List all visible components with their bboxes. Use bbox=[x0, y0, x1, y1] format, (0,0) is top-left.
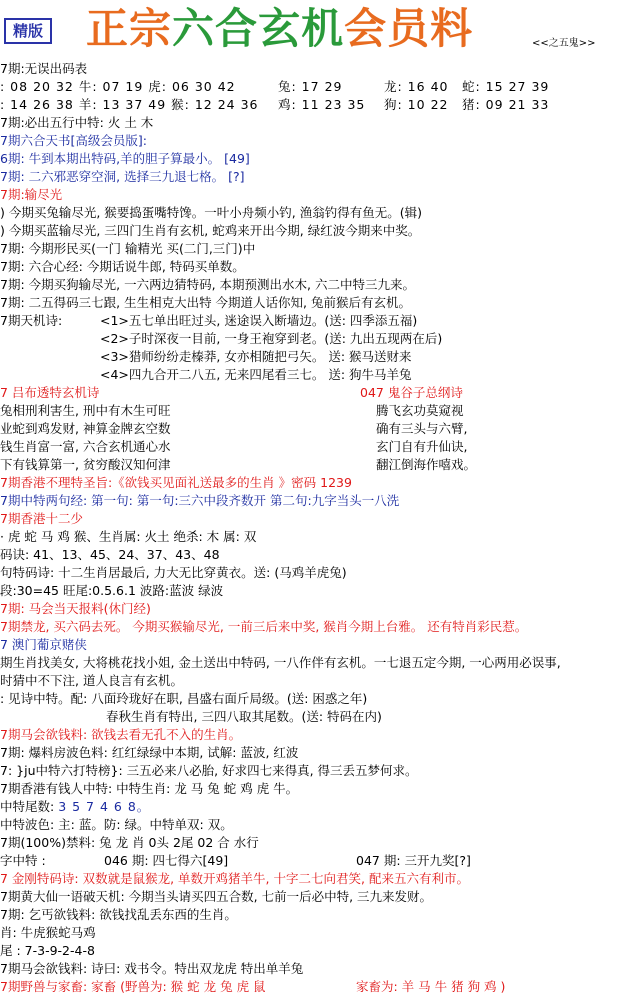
poem-left: 钱生肖富一富, 六合玄机通心水 bbox=[0, 439, 171, 454]
title-char: 六 bbox=[172, 4, 216, 53]
text-line: 7期: 乞丐欲钱料: 欲钱找乱丢东西的生肖。 bbox=[0, 907, 237, 922]
livestock-text: 家畜为: 羊 马 牛 猪 狗 鸡 ) bbox=[356, 979, 506, 994]
text-line: 7期: 六合心经: 今期话说牛郎, 特码买单数。 bbox=[0, 259, 245, 274]
zodiac-row-2 bbox=[0, 96, 621, 114]
two-phrase-line: 7期中特两句经: 第一句: 第一句:三六中段齐数开 第二句:九字当头一八洗 bbox=[0, 493, 400, 508]
text-line: ) 今期买兔输尽光, 猴要捣蛋嘴特馋。一叶小舟频小钓, 渔翁钓得有鱼无。(辑) bbox=[0, 205, 422, 220]
text-line: ) 今期买蓝输尽光, 三四门生肖有玄机, 蛇鸡来开出今期, 绿红波今期来中奖。 bbox=[0, 223, 421, 238]
tianshu-text: 6期: 牛到本期出特码,羊的胆子算最小。 bbox=[0, 151, 221, 166]
text-line: 7期香港有钱人中特: 中特生肖: 龙 马 兔 蛇 鸡 虎 牛。 bbox=[0, 781, 299, 796]
text-line: 7期(100%)禁料: 兔 龙 肖 0头 2尾 02 合 水行 bbox=[0, 835, 259, 850]
lvbu-heading: 7 吕布透特玄机诗 bbox=[0, 385, 100, 400]
tianji-verse: <4>四九合开二八五, 无来四尾看三七。 送: 狗牛马羊兔 bbox=[100, 367, 412, 382]
zodiac-cell: 鸡: 11 23 35 bbox=[278, 97, 366, 112]
text-line: 7期: 今期形民买(一门 输精光 买(二门,三门)中 bbox=[0, 241, 256, 256]
character-label: 字中特 : bbox=[0, 853, 46, 868]
guiguzi-heading: 047 鬼谷子总纲诗 bbox=[360, 385, 463, 400]
zodiac-cell: : 14 26 38 羊: 13 37 49 猴: 12 24 36 bbox=[0, 97, 259, 112]
header bbox=[0, 0, 621, 58]
poem-left: 兔相刑利害生, 刑中有木生可旺 bbox=[0, 403, 171, 418]
text-line: 7期黄大仙一语破天机: 今期当头请买四五合数, 七前一后必中特, 三九来发财。 bbox=[0, 889, 433, 904]
tianji-label: 7期天机诗: bbox=[0, 313, 63, 328]
tianji-verse: <2>子时深夜一目前, 一身王袍穿到老。(送: 九出五现两在后) bbox=[100, 331, 443, 346]
beast-line bbox=[0, 978, 621, 996]
period-046: 046 期: 四七得六[49] bbox=[104, 853, 229, 868]
lose-heading: 7期:输尽光 bbox=[0, 187, 63, 202]
zodiac-cell: : 08 20 32 牛: 07 19 虎: 06 30 42 bbox=[0, 79, 236, 94]
text-line: 句特码诗: 十二生肖居最后, 力大无比穿黄衣。送: (马鸡羊虎兔) bbox=[0, 565, 347, 580]
tianji-poem-line bbox=[0, 312, 621, 330]
text-line: 尾 : 7-3-9-2-4-8 bbox=[0, 943, 95, 958]
title-char: 料 bbox=[430, 4, 474, 53]
tianji-verse: <1>五七单出旺过头, 迷途误入断墙边。(送: 四季添五福) bbox=[100, 313, 418, 328]
zodiac-cell: 狗: 10 22 bbox=[384, 97, 449, 112]
text-line: 码诀: 41、13、45、24、37、43、48 bbox=[0, 547, 220, 562]
poem-row bbox=[0, 438, 621, 456]
text-line: 7期马会欲钱料: 诗曰: 戏书令。特出双龙虎 特出单羊兔 bbox=[0, 961, 304, 976]
poem-right: 腾飞玄功莫窥视 bbox=[376, 403, 464, 418]
character-line bbox=[0, 852, 621, 870]
red-line: 7期禁龙, 买六码去死。 今期买猴输尽光, 一前三后来中奖, 猴肖今期上台雅。 还有特肖彩民惹。 bbox=[0, 619, 528, 634]
poem-headings bbox=[0, 384, 621, 402]
text-line: 7期: 二五得码三七跟, 生生相克大出特 今期道人话你知, 兔前猴后有玄机。 bbox=[0, 295, 412, 310]
text-line: 7期: 今期买狗输尽光, 一六两边猜特码, 本期预测出水木, 六二中特三九来。 bbox=[0, 277, 415, 292]
page-title bbox=[86, 4, 473, 54]
money-line: 7期马会欲钱料: 欲钱去看无孔不入的生肖。 bbox=[0, 727, 242, 742]
tianshu-result: [49] bbox=[224, 151, 250, 166]
text-line: 7期: 爆料房波色料: 红红绿绿中本期, 试解: 蓝波, 红波 bbox=[0, 745, 299, 760]
text-line: 春秋生肖有特出, 三四八取其尾数。(送: 特码在内) bbox=[106, 709, 382, 724]
text-line: 中特波色: 主: 蓝。防: 绿。中特单双: 双。 bbox=[0, 817, 233, 832]
zodiac-cell: 兔: 17 29 bbox=[278, 79, 343, 94]
tianshu-line-1 bbox=[0, 150, 250, 168]
zodiac-cell: 蛇: 15 27 39 bbox=[462, 79, 550, 94]
title-char: 会 bbox=[344, 4, 388, 53]
title-char: 宗 bbox=[129, 4, 173, 53]
title-char: 机 bbox=[301, 4, 345, 53]
zodiac-row-1 bbox=[0, 78, 621, 96]
zodiac-heading: 7期:无误出码表 bbox=[0, 61, 88, 76]
hk-decree-line: 7期香港不理特圣旨:《欲钱买见面礼送最多的生肖 》密码 1239 bbox=[0, 475, 352, 490]
zodiac-cell: 龙: 16 40 bbox=[384, 79, 449, 94]
vajra-line: 7 金刚特码诗: 双数就是鼠猴龙, 单数开鸡猪羊牛, 十字二七向君笑, 配来五六有利市。 bbox=[0, 871, 469, 886]
beast-text: 7期野兽与家畜: 家畜 (野兽为: 猴 蛇 龙 兔 虎 鼠 bbox=[0, 979, 266, 994]
tail-line bbox=[0, 798, 150, 816]
macau-heading: 7期: 马会当天报料(休门经) bbox=[0, 601, 151, 616]
tianshu-text: 7期: 二六邪恶穿空洞, 选择三九退七格。 bbox=[0, 169, 225, 184]
poem-left: 下有钱算第一, 贫穷酸汉知何津 bbox=[0, 457, 171, 472]
tail-label: 中特尾数: bbox=[0, 799, 55, 814]
poem-row bbox=[0, 402, 621, 420]
poem-row bbox=[0, 456, 621, 474]
poem-right: 翻江倒海作嘻戏。 bbox=[376, 457, 477, 472]
hk-twelve-heading: 7期香港十二少 bbox=[0, 511, 83, 526]
five-elements-line: 7期:必出五行中特: 火 土 木 bbox=[0, 115, 154, 130]
text-line: 时猜中不下注, 道人良言有玄机。 bbox=[0, 673, 183, 688]
poem-right: 玄门自有升仙诀, bbox=[376, 439, 468, 454]
jingban-badge: 精版 bbox=[4, 18, 52, 44]
tianji-verse: <3>猎师纷纷走榛莽, 女亦相随把弓矢。 送: 猴马送财来 bbox=[100, 349, 412, 364]
tianshu-heading: 7期六合天书[高级会员版]: bbox=[0, 133, 147, 148]
title-char: 员 bbox=[387, 4, 431, 53]
tianshu-result: [?] bbox=[228, 169, 245, 184]
poem-row bbox=[0, 420, 621, 438]
tianshu-line-2 bbox=[0, 168, 244, 186]
poem-right: 确有三头与六臂, bbox=[376, 421, 468, 436]
text-line: · 虎 蛇 马 鸡 猴、生肖属: 火土 绝杀: 木 属: 双 bbox=[0, 529, 257, 544]
period-047: 047 期: 三开九奖[?] bbox=[356, 853, 471, 868]
text-line: 肖: 牛虎猴蛇马鸡 bbox=[0, 925, 96, 940]
text-line: 7: }ju中特六打特榜}: 三五必来八必胎, 好求四七来得真, 得三丢五梦何求。 bbox=[0, 763, 418, 778]
zodiac-cell: 猪: 09 21 33 bbox=[462, 97, 550, 112]
title-char: 玄 bbox=[258, 4, 302, 53]
poem-left: 业蛇到鸡发财, 神算金牌玄空数 bbox=[0, 421, 171, 436]
text-line: 期生肖找美女, 大将桃花找小姐, 金土送出中特码, 一八作伴有玄机。一七退五定今期, 一心两用必误事, bbox=[0, 655, 561, 670]
tail-numbers: 3 5 7 4 6 8。 bbox=[58, 799, 151, 814]
edition-label: <<之五鬼>> bbox=[532, 38, 596, 49]
title-char: 合 bbox=[215, 4, 259, 53]
text-line: : 见诗中特。配: 八面玲珑好在职, 昌盛右面斤局级。(送: 困惑之年) bbox=[0, 691, 368, 706]
title-char: 正 bbox=[86, 4, 130, 53]
casino-heading: 7 澳门葡京赌侠 bbox=[0, 637, 87, 652]
text-line: 段:30=45 旺尾:0.5.6.1 波路:蓝波 绿波 bbox=[0, 583, 224, 598]
